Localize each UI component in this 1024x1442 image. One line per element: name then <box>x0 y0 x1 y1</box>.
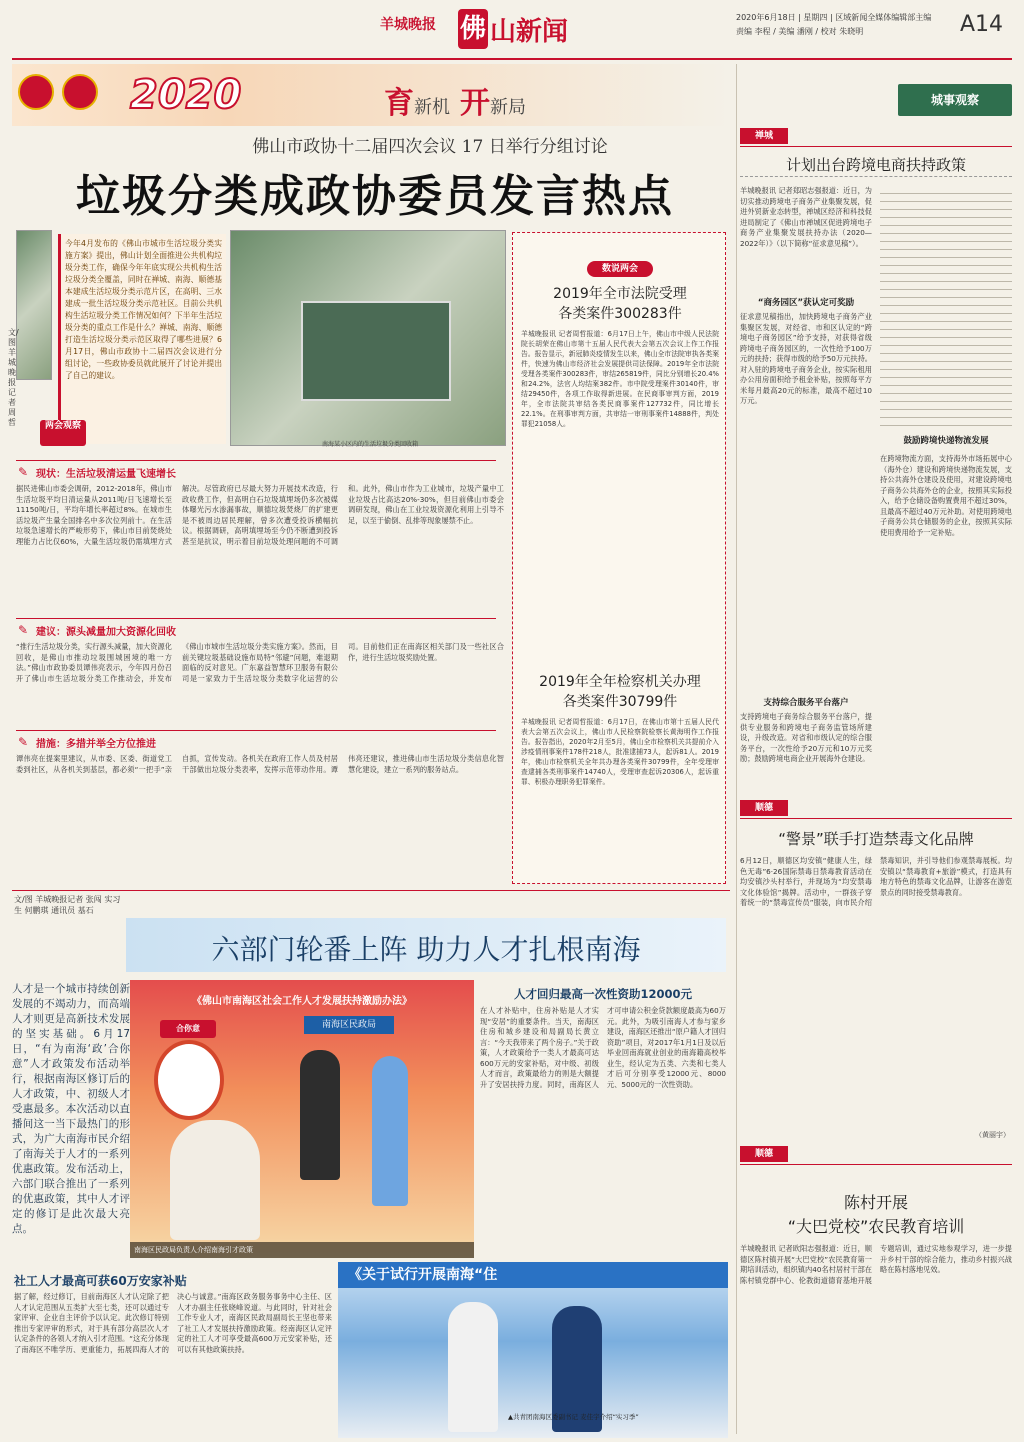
story1-lead: 羊城晚报讯 记者郑昭志强报道：近日，为切实推动跨境电子商务产业集聚发展，促进外贸新业态转型，禅城区经济和科技促进局制定了《佛山市禅城区促进跨境电子商务产业集聚发展扶持办法（2020—2022年）》（以下简称“征求意见稿”）。 <box>740 186 872 248</box>
section-logo <box>458 8 588 50</box>
story3-body: 羊城晚报讯 记者欧阳志强报道：近日，顺德区陈村镇开展“大巴党校”农民教育第一期培训活动，组织镇内40名村居村干部在陈村镇党群中心、伦教街道德育基地开展专题培训，通过实地参观学习，进一步提升乡村干部的综合能力，推动乡村振兴战略在陈村落地见效。 <box>740 1244 1012 1285</box>
mascot-badge: 合你意 <box>160 1020 216 1038</box>
talent-photo-2 <box>338 1262 728 1438</box>
emblem-icon <box>18 74 54 110</box>
story1-col-a <box>740 186 872 802</box>
loc-tag-chancheng: 禅城 <box>740 128 788 144</box>
talent-photo-1 <box>130 980 474 1258</box>
lead-side-photo <box>16 230 52 380</box>
cppcc-emblem-icon <box>62 74 98 110</box>
talent-photo-2-caption: ▲共青团南海区委副书记 麦佳宇介绍“实习季” <box>508 1413 639 1421</box>
date-line: 2020年6月18日 | 星期四 | 区域新闻全媒体编辑部主编 <box>736 13 932 22</box>
talent-sub1-title: 人才回归最高一次性资助12000元 <box>513 987 692 1001</box>
sec1-header <box>16 460 496 480</box>
loc-tag-shunde-1: 顺德 <box>740 800 788 816</box>
photo2-banner: 《关于试行开展南海“住 <box>338 1262 728 1288</box>
slogan-word-2: 新局 <box>490 97 526 118</box>
talent-sub2-body: 据了解，经过修订，目前南海区人才认定除了把人才认定范围从五类扩大至七类，还可以通过专家评审、企业自主评价予以认定。此次修订特别推出专家评审的形式，对于具有部分高层次人才认定条件的各领人才纳入引才范围。“这充分体现了南海区不唯学历、更重能力，拓展四海人才的决心与诚意。”南海区政务服务事务中心主任、区人才办副主任张晓峰说道。与此同时，针对社会工作专业人才，南海区民政局副局长王坚也带来了社工人才发展扶持激励政策。经南海区认定评定的社工人才可享受最高600万元安家补贴，还可以有其他政策扶持。 <box>14 1292 332 1354</box>
lead-headline: 垃圾分类成政协委员发言热点 <box>76 171 674 222</box>
section-logo-mark: 佛 <box>458 9 488 49</box>
stage-sign: 南海区民政局 <box>304 1016 394 1034</box>
story1-title: 计划出台跨境电商扶持政策 <box>785 156 966 174</box>
talent-top-rule <box>12 890 730 891</box>
sec2-header <box>16 618 496 638</box>
stage-banner-text: 《佛山市南海区社会工作人才发展扶持激励办法》 <box>192 996 412 1007</box>
story1-body2: 征求意见稿指出，加快跨境电子商务产业集聚区发展，对经省、市和区认定的“跨境电子商务园区”给予支持，对获得省级跨境电子商务园区的，一次性给予100万元的扶持；获得市级的给予50万元扶持。对入驻的跨境电子商务企业，按实际租用办公用房面积给予租金补贴，按照每平方米每月最高20元的标准，最高不超过10万元。 <box>740 312 872 405</box>
slogan-char-1: 育 <box>384 86 414 121</box>
city-observe-logo: 城事观察 <box>898 84 1012 116</box>
speaker-male <box>448 1302 498 1432</box>
procuratorate-body: 羊城晚报讯 记者周哲报道：6月17日，在佛山市第十五届人民代表大会第五次会议上，佛山市人民检察院检察长黄海明作工作报告。报告指出，2020年2月至5月，佛山全市检察机关共提前介入涉疫情刑事案件178件218人，批准逮捕73人，起诉81人。2019年，佛山市检察机关全年共办理各类案件30799件，全年受理审查逮捕各类刑事案件14740人，受理审查起诉20306人，起诉重罪、积极办理职务犯罪案件。 <box>521 718 719 786</box>
talent-intro-box <box>12 982 130 1254</box>
recycling-bins-image <box>301 301 451 401</box>
slogan-char-2: 开 <box>460 86 490 121</box>
pencil-icon: ✎ <box>18 465 29 479</box>
numbers-tag: 数说两会 <box>587 261 653 277</box>
procuratorate-headline-1: 2019年全年检察机关办理 <box>539 674 701 690</box>
page-number: A14 <box>960 12 1004 37</box>
section-name: 山新闻 <box>490 16 569 47</box>
lead-photo-caption: 南海某小区内的生活垃圾分类回收箱 <box>321 441 418 448</box>
sec1-title: 现状：生活垃圾清运量飞速增长 <box>36 469 176 480</box>
court-headline-1: 2019年全市法院受理 <box>553 286 687 302</box>
story1-rule <box>740 176 1012 177</box>
story3-title-1: 陈村开展 <box>843 1193 908 1212</box>
talent-photo-1-caption: 南海区民政局负责人介绍南海引才政策 <box>130 1242 474 1258</box>
story1-sub2: 支持综合服务平台落户 <box>763 698 849 708</box>
story2-credit: （黄丽宇） <box>975 1131 1010 1139</box>
lead-photo <box>230 230 506 446</box>
sec1-body: 据民进佛山市委会调研，2012-2018年，佛山市生活垃圾平均日清运量从2011吨/日飞速增长至11150吨/日，平均年增长率超过8%。在城市生活垃圾产生量全国排名中多次位列前十。在生活垃圾急速增长的严峻形势下，佛山市目前焚烧处理能力占比仅60%，大量生活垃圾仍需填埋方式解决。尽管政府已尽最大努力开展技术改造，行政收费工作，但高明白石垃圾填埋场仍多次被媒体曝光污水渗漏事故，顺德垃圾焚烧厂的扩建更是不被周边居民理解，曾多次遭受投诉横幅抗议。根据调研，高明填埋场至今仍不断遭到投诉甚至是抗议，明示着目前垃圾处理问题的不可调和。此外，佛山市作为工业城市，垃圾产量中工业垃圾占比高达20%-30%，但目前佛山市委会调研发现，佛山在工业垃圾资源化利用上引导不足，以至于偷倒、乱排等现象屡禁不止。 <box>16 484 504 546</box>
lead-byline: 文/图 羊城晚报记者 周哲 <box>8 328 19 427</box>
story2-body: 6月12日，顺德区均安镇“健康人生，绿色无毒”6·26国际禁毒日禁毒教育活动在均安镇沙头村举行，并现场为“均安禁毒文化体验馆”揭牌。活动中，一群孩子穿着统一的“禁毒宣传员”服装，向市民介绍禁毒知识，并引导他们参观禁毒展板。均安镇以“禁毒教育+旅游”模式，打造具有地方特色的禁毒文化品牌，让游客在游览景点的同时接受禁毒教育。 <box>740 856 1012 907</box>
procuratorate-headline-2: 各类案件30799件 <box>562 694 678 710</box>
court-headline-2: 各类案件300283件 <box>558 306 682 322</box>
lead-kicker: 佛山市政协十二届四次会议 17 日举行分组讨论 <box>252 137 608 157</box>
story1-col-b-filler <box>880 186 1012 426</box>
banner-year: 2020 <box>130 72 242 118</box>
host-male <box>300 1050 340 1180</box>
paper-name: 羊城晚报 <box>380 17 436 33</box>
mascot-head <box>154 1040 224 1120</box>
talent-headline: 六部门轮番上阵 助力人才扎根南海 <box>211 933 641 966</box>
story1-sub3: 鼓励跨境快递物流发展 <box>903 436 989 446</box>
mascot-body <box>170 1120 260 1240</box>
lianghui-banner <box>12 64 730 126</box>
loc2-rule <box>740 818 1012 819</box>
loc3-rule <box>740 1164 1012 1165</box>
talent-sub1-body: 在人才补贴中，住房补贴是人才实现“安居”的重要条件。当天，南海区住房和城乡建设和局副局长黄立言：“今天我带来了两个房子。”关于政策，人才政策给予一类人才最高可达600万元的安家补贴，对中级、初级人才而言，政策最给力的则是大额提升了安居扶持力度。同时，南海区人才可申请公积金贷款额度最高为60万元。此外，为吸引南海人才参与家乡建设，南海区还推出“原户籍人才回归资助”项目，对2017年1月1日及以后毕业回南海就业创业的南海籍高校毕业生，经认定为五类、六类和七类人才后可分别享受12000元、8000元、5000元的一次性资助。 <box>480 1006 726 1089</box>
masthead-rule <box>12 58 1012 60</box>
pencil-icon: ✎ <box>18 735 29 749</box>
column-divider <box>736 64 737 1434</box>
pencil-icon: ✎ <box>18 623 29 637</box>
talent-byline: 文/图 羊城晚报记者 张闯 实习生 何鹏琪 通讯员 基石 <box>14 895 121 915</box>
talent-intro: 人才是一个城市持续创新发展的不竭动力，而高端人才则更是高新技术发展的坚实基础。6月17日，“有为南海‘政’合你意”人才政策发布活动举行，根据南海区修订后的人才政策，中、初级人才受惠最多。本次活动以直播间这一当下最热门的形式，为广大南海市民介绍了南海关于人才的一系列优惠政策。发布活动上，六部门联合推出了一系列的优惠政策，其中人才评定的修订是此次最大亮点。 <box>12 983 130 1235</box>
talent-headline-band <box>126 918 726 972</box>
loc-tag-shunde-2: 顺德 <box>740 1146 788 1162</box>
court-body: 羊城晚报讯 记者周哲报道：6月17日上午，佛山市中级人民法院院长胡荣在佛山市第十五届人民代表大会第五次会议上作工作报告。报告显示，新冠肺炎疫情发生以来，佛山全市法院审执各类案件，快速为佛山市经济社会发展提供司法保障。2019年全市法院受理各类案件300283件，审结265819件，同比分别增长20.4%和24.2%，法官人均结案382件。市中院受理案件30140件，审结29450件，各项工作取得新进展。在民商事审判方面，2019年，全市法院共审结各类民商事案件127732件，同比增长22.1%。在刑事审判方面，共审结一审刑事案件14888件，判处罪犯21058人。 <box>521 330 719 428</box>
host-female <box>372 1056 408 1206</box>
story1-body3: 支持跨境电子商务综合服务平台落户，提供专业服务和跨境电子商务监管场所建设，升级改造。对省和市级认定的综合服务平台，一次性给予20万元和10万元奖励；鼓励跨境电商企业开展海外仓建设。 <box>740 712 872 763</box>
masthead <box>0 0 1024 64</box>
sec2-body: “推行生活垃圾分类，实行源头减量，加大资源化回收，是佛山市推动垃圾围城困境的唯一方法。”佛山市政协委员谭伟亮表示，今年四月份召开了佛山市生活垃圾分类工作推动会，并发布《佛山市城市生活垃圾分类实施方案》。然而，目前关键垃圾基础设施布局特“邻避”问题，难退期面临的反对意见。广东嘉益智慧环卫服务有限公司是一家致力于生活垃圾分类数字化运营的公司。目前他们正在南海区相关部门及一些社区合作，进行生活垃圾奖励处置。 <box>16 642 504 683</box>
story3-title-2: “大巴党校”农民教育培训 <box>787 1217 965 1236</box>
talent-sub2-title: 社工人才最高可获60万安家补贴 <box>14 1274 187 1288</box>
banner-slogan <box>384 78 526 122</box>
sec3-header <box>16 730 496 750</box>
story1-body4: 在跨境物流方面，支持海外市场拓展中心（海外仓）建设和跨境快递物流发展，支持公共海外仓建设及使用，对建设跨境电子商务公共海外仓的企业，按照其实际投入，给予仓储设备购置费用不超过30%，且最高不超过40万元补助。对使用跨境电子商务公共仓储服务的企业，按照其实际使用费用给予一定补贴。 <box>880 454 1012 537</box>
lead-intro: 今年4月发布的《佛山市城市生活垃圾分类实施方案》提出，佛山计划全面推进公共机构垃圾分类工作，确保今年年底实现公共机构生活垃圾分类全覆盖，同时在禅城、南海、顺德基本建成生活垃圾分类示范片区，在高明、三水建成一批生活垃圾分类示范社区。目前公共机构生活垃圾分类工作情况如何？下半年生活垃圾分类的重点工作是什么？禅城、南海、顺德打造生活垃圾分类示范区取得了哪些进展？6月17日，佛山市政协十二届四次会议进行分组讨论，一些政协委员就此展开了讨论并提出了自己的建议。 <box>65 239 222 380</box>
story1-sub1: “商务园区”获认定可奖励 <box>757 298 855 308</box>
court-box <box>512 232 726 884</box>
slogan-word-1: 新机 <box>414 97 450 118</box>
loc1-rule <box>740 146 1012 147</box>
sec3-body: 谭伟亮在提案里建议，从市委、区委、街道党工委到社区，从各机关到基层，都必须“一把手”亲自抓，宣传发动。各机关在政府工作人员及村居干部做出垃圾分类表率，发挥示范带动作用。谭伟亮还建议，推进佛山市生活垃圾分类信息化智慧化建设，建立一系列的服务站点。 <box>16 754 504 774</box>
editors-line: 责编 李程 / 美编 潘刚 / 校对 朱晓明 <box>736 27 864 36</box>
lianghui-tag: 两会观察 <box>40 420 86 446</box>
sec3-title: 措施：多措并举全方位推进 <box>36 739 156 750</box>
lead-intro-box <box>58 234 226 444</box>
sec2-title: 建议：源头减量加大资源化回收 <box>36 627 176 638</box>
story1-col-b <box>880 186 1012 724</box>
story2-title: “警景”联手打造禁毒文化品牌 <box>778 830 974 848</box>
